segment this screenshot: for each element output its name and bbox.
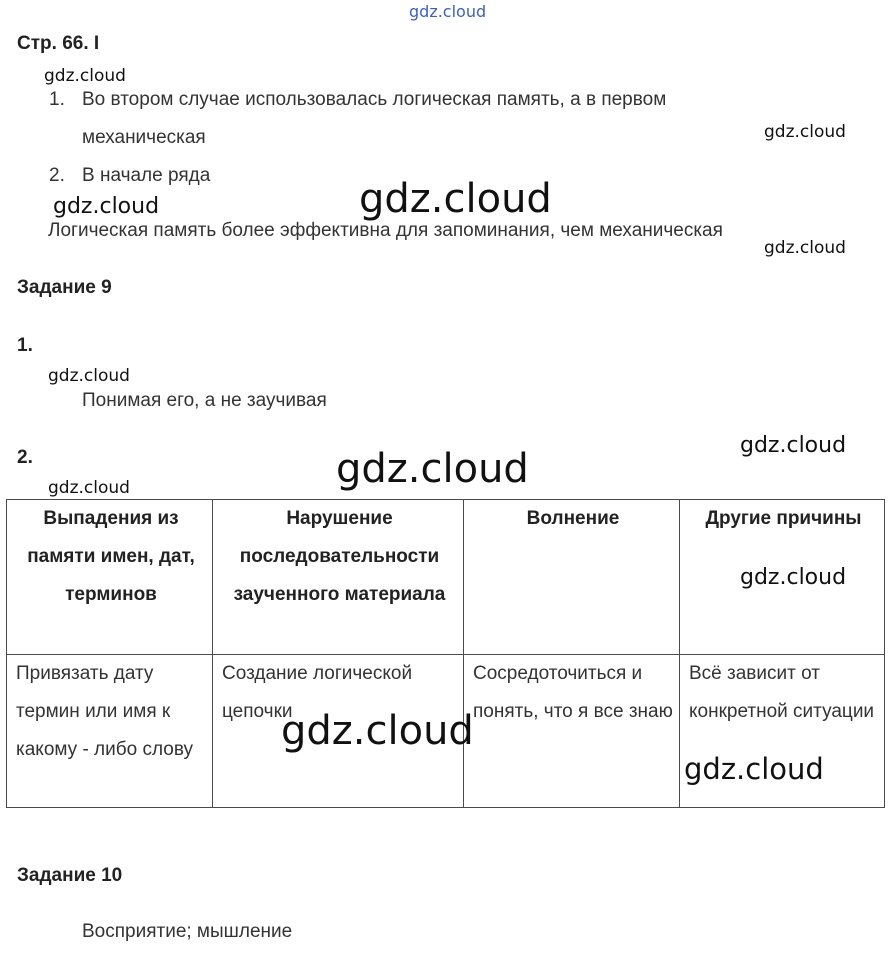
task-9-answer-1: Понимая его, а не заучивая <box>82 390 327 411</box>
conclusion-text: Логическая память более эффективна для запоминания, чем механическая <box>48 220 723 241</box>
list-item-text: Во втором случае использовалась логическая память, а в первом <box>82 89 667 110</box>
list-item-number: 2. <box>49 165 65 186</box>
list-item-number: 1. <box>49 89 65 110</box>
task-9-title: Задание 9 <box>17 277 112 298</box>
watermark: gdz.cloud <box>740 565 847 590</box>
table-header-cell: Выпадения из памяти имен, дат, терминов <box>7 500 213 655</box>
watermark: gdz.cloud <box>764 122 846 142</box>
watermark: gdz.cloud <box>48 366 130 386</box>
watermark-large: gdz.cloud <box>281 708 474 754</box>
table-header-cell: Волнение <box>464 500 680 655</box>
watermark: gdz.cloud <box>740 433 847 458</box>
task-9-question-1-number: 1. <box>17 335 33 356</box>
table-cell: Сосредоточиться и понять, что я все знаю <box>464 655 680 808</box>
task-10-answer: Восприятие; мышление <box>82 921 293 942</box>
table-header-cell: Другие причины <box>680 500 885 655</box>
watermark: gdz.cloud <box>53 194 160 219</box>
list-item-text-continued: механическая <box>82 127 206 148</box>
watermark-large: gdz.cloud <box>336 446 529 492</box>
task-9-question-2-number: 2. <box>17 447 33 468</box>
table-header-cell: Нарушение последовательности заученного материала <box>213 500 464 655</box>
watermark: gdz.cloud <box>44 66 126 86</box>
watermark-large: gdz.cloud <box>359 176 552 222</box>
watermark: gdz.cloud <box>684 752 824 786</box>
list-item-text: В начале ряда <box>82 165 211 186</box>
page-reference: Стр. 66. I <box>17 33 100 54</box>
watermark-top: gdz.cloud <box>409 2 487 21</box>
table-cell: Создание логической цепочки <box>213 655 464 808</box>
watermark: gdz.cloud <box>48 478 130 498</box>
table-cell: Привязать дату термин или имя к какому - либо слову <box>7 655 213 808</box>
watermark: gdz.cloud <box>764 238 846 258</box>
table-cell: Всё зависит от конкретной ситуации <box>680 655 885 808</box>
task-10-title: Задание 10 <box>17 865 123 886</box>
